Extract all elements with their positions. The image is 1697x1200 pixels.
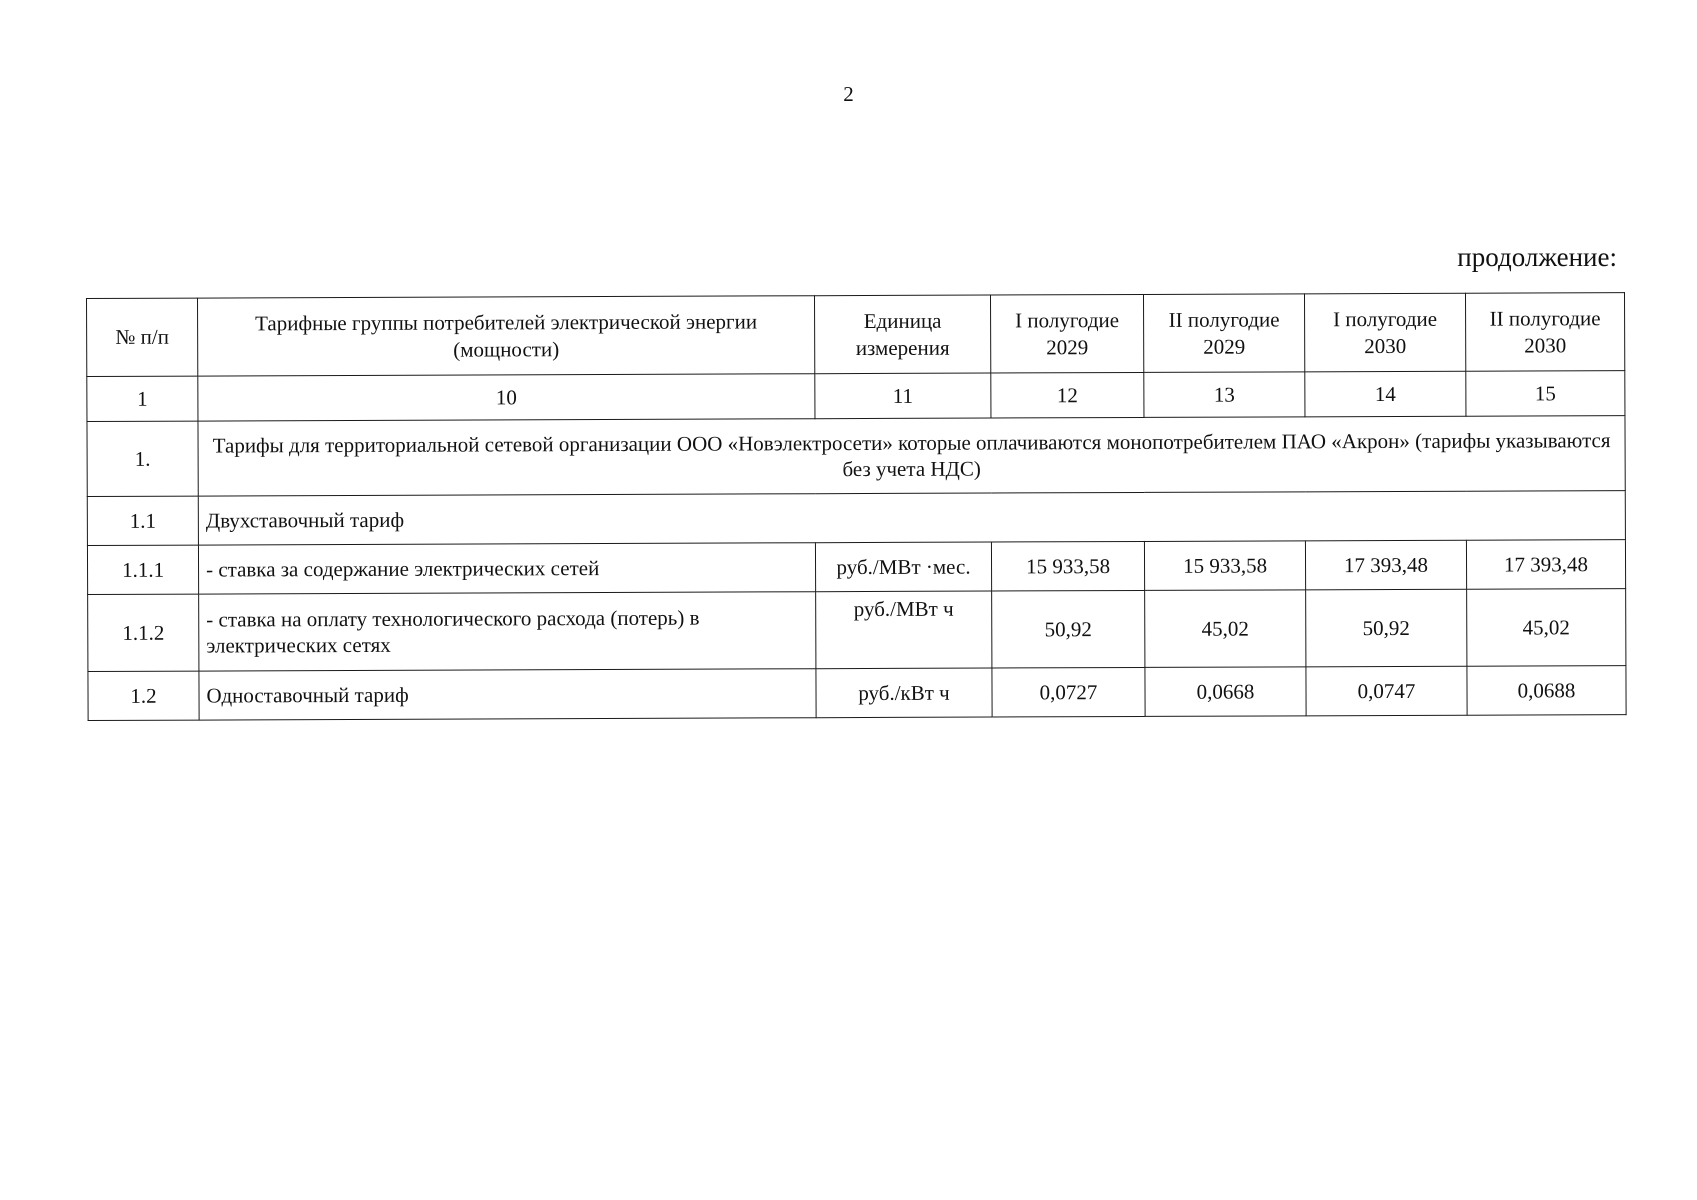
row-value: 15 933,58 — [991, 541, 1144, 591]
row-unit: руб./кВт ч — [816, 668, 992, 718]
row-value: 50,92 — [992, 590, 1145, 668]
row-num: 1.1.2 — [88, 594, 199, 671]
column-index: 1 — [87, 376, 198, 421]
row-value: 17 393,48 — [1466, 540, 1625, 590]
table-row — [88, 589, 1626, 672]
row-num: 1.1.1 — [87, 545, 198, 594]
row-value: 50,92 — [1306, 589, 1467, 667]
row-name: - ставка на оплату технологического расхода (потерь) в электрических сетях — [199, 592, 816, 671]
row-value: 0,0727 — [992, 667, 1145, 717]
column-index: 13 — [1144, 372, 1305, 418]
column-index-row — [87, 371, 1625, 422]
page-number: 2 — [843, 82, 854, 106]
row-value: 45,02 — [1467, 589, 1626, 667]
continuation-label: продолжение: — [1457, 242, 1617, 272]
table-row — [87, 540, 1625, 595]
row-value: 45,02 — [1145, 590, 1306, 668]
header-group: Тарифные группы потребителей электрической энергии (мощности) — [198, 296, 815, 376]
row-name: - ставка за содержание электрических сетей — [198, 543, 815, 594]
section-num: 1. — [87, 421, 198, 496]
column-index: 10 — [198, 374, 815, 421]
row-value: 0,0747 — [1306, 666, 1467, 716]
column-index: 15 — [1466, 371, 1625, 417]
section-title: Тарифы для территориальной сетевой организации ООО «Новэлектросети» которые оплачиваются монопотребителем ПАО «Акрон» (тарифы указываются без учета НДС) — [198, 416, 1625, 496]
row-name: Одноставочный тариф — [199, 669, 816, 720]
section-row — [87, 416, 1625, 497]
header-unit: Единица измерения — [814, 295, 990, 374]
header-num: № п/п — [87, 298, 198, 376]
subsection-row — [87, 491, 1625, 546]
column-index: 14 — [1305, 371, 1466, 417]
header-period-4: II полугодие 2030 — [1465, 293, 1624, 372]
row-value: 17 393,48 — [1305, 540, 1466, 590]
row-num: 1.2 — [88, 671, 199, 720]
row-unit: руб./МВт ·мес. — [815, 542, 991, 592]
table-header-row — [87, 293, 1625, 377]
row-value: 0,0668 — [1145, 667, 1306, 717]
subsection-num: 1.1 — [87, 496, 198, 545]
header-period-2: II полугодие 2029 — [1143, 294, 1304, 373]
table-row — [88, 666, 1626, 721]
subsection-title: Двухставочный тариф — [198, 491, 1625, 545]
row-unit: руб./МВт ч — [816, 591, 992, 669]
column-index: 11 — [815, 373, 991, 419]
header-period-1: I полугодие 2029 — [990, 294, 1143, 373]
column-index: 12 — [991, 372, 1144, 418]
header-period-3: I полугодие 2030 — [1304, 293, 1465, 372]
row-value: 0,0688 — [1467, 666, 1626, 716]
row-value: 15 933,58 — [1144, 541, 1305, 591]
tariff-table — [86, 292, 1627, 721]
